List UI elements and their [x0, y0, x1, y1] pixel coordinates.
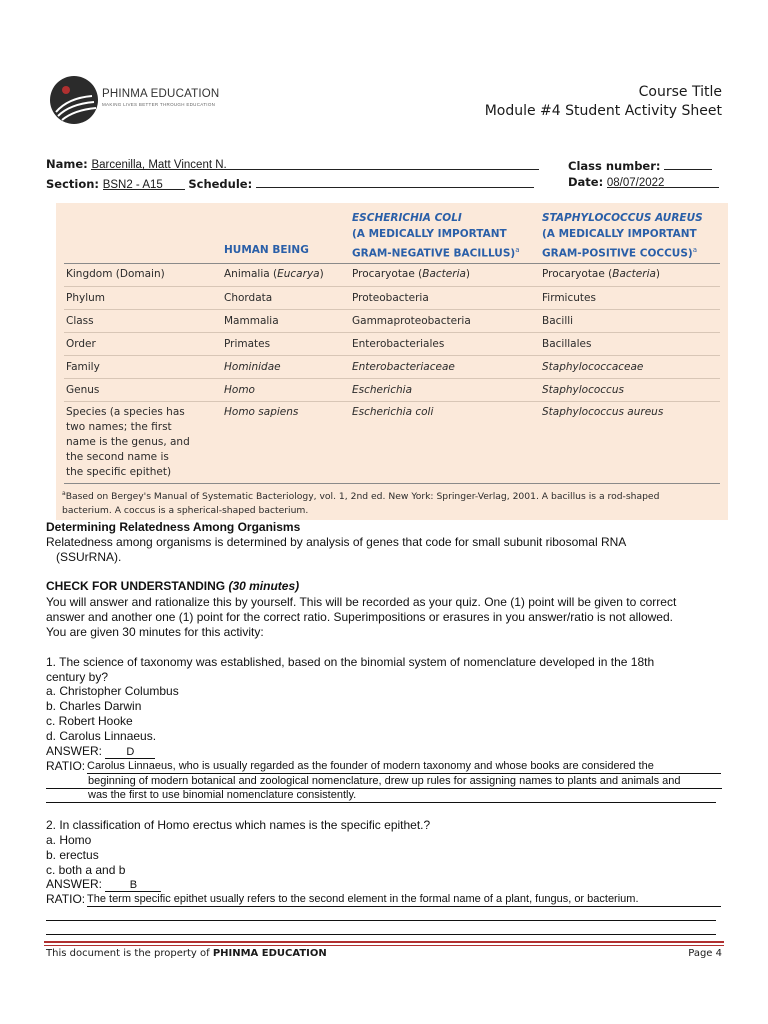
- check-instructions: You will answer and rationalize this by yourself. This will be recorded as your quiz. One (1) point will be given to correct answer and another one (1) point for the correct ratio. Superimpositions or erasures in you answer/ratio is not allowed. You are given 30 minutes for this activity:: [46, 595, 677, 639]
- q2-option-c: c. both a and b: [46, 863, 126, 877]
- class-label: Class number:: [568, 159, 661, 173]
- schedule-field[interactable]: [256, 175, 534, 188]
- q1-answer-row: [46, 744, 155, 759]
- row-divider: [64, 355, 720, 356]
- row-divider: [64, 286, 720, 287]
- table-footnote: $^a$Based on Bergey's Manual of Systematic Bacteriology, vol. 1, 2nd ed. New York: Springer-Verlag, 2001. A bacillus is a rod-shaped bacterium. A coccus is a spherical-shaped bacterium.: [62, 490, 660, 517]
- q1-options: [46, 684, 179, 744]
- relatedness-text-1: Relatedness among organisms is determined by analysis of genes that code for small subunit ribosomal RNA: [46, 535, 627, 549]
- human-kingdom: Animalia (Eucarya): [224, 268, 324, 280]
- human-family: Hominidae: [224, 361, 281, 373]
- q2-ratio-line-1[interactable]: The term specific epithet usually refers to the second element in the formal name of a plant, fungus, or bacterium.: [87, 892, 721, 907]
- q2-answer-label: ANSWER:: [46, 877, 103, 891]
- q2-stem: 2. In classification of Homo erectus which names is the specific epithet.?: [46, 818, 431, 832]
- schedule-label: Schedule:: [188, 177, 253, 191]
- human-phylum: Chordata: [224, 292, 273, 304]
- human-genus: Homo: [224, 384, 255, 396]
- class-field[interactable]: [664, 157, 712, 170]
- footnote-divider: [64, 483, 720, 484]
- staph-kingdom: Procaryotae (Bacteria): [542, 268, 661, 280]
- q1-ratio-line-1[interactable]: Carolus Linnaeus, who is usually regarded as the founder of modern taxonomy and whose books are considered the: [87, 759, 721, 774]
- header-ecoli-1: ESCHERICHIA COLI: [352, 212, 462, 224]
- q2-ratio-blank-line[interactable]: [46, 934, 716, 935]
- q1-option-b: b. Charles Darwin: [46, 699, 142, 713]
- q1-option-c: c. Robert Hooke: [46, 714, 133, 728]
- header-divider: [64, 263, 720, 264]
- header-staph-3: GRAM-POSITIVE COCCUS)$^a$: [542, 246, 697, 260]
- rank-family: Family: [66, 361, 100, 373]
- section-value: BSN2 - A15: [102, 179, 163, 191]
- q1-answer-label: ANSWER:: [46, 744, 103, 758]
- q1-ratio-lead-blank: [46, 788, 88, 789]
- q1-ratio-label: RATIO:: [46, 759, 86, 773]
- footer-rule: [44, 945, 724, 946]
- rank-class: Class: [66, 315, 94, 327]
- q2-option-b: b. erectus: [46, 848, 99, 862]
- org-tagline: MAKING LIVES BETTER THROUGH EDUCATION: [102, 102, 216, 107]
- q2-option-a: a. Homo: [46, 833, 92, 847]
- section-label: Section:: [46, 177, 100, 191]
- row-divider: [64, 332, 720, 333]
- human-class: Mammalia: [224, 315, 279, 327]
- staph-order: Bacillales: [542, 338, 592, 350]
- human-species: Homo sapiens: [224, 406, 299, 418]
- row-divider: [64, 401, 720, 402]
- rank-phylum: Phylum: [66, 292, 106, 304]
- check-heading: CHECK FOR UNDERSTANDING (30 minutes): [46, 579, 300, 593]
- q1-option-a: a. Christopher Columbus: [46, 684, 179, 698]
- rank-order: Order: [66, 338, 96, 350]
- q1-stem: 1. The science of taxonomy was established, based on the binomial system of nomenclature developed in the 18th century by?: [46, 655, 655, 684]
- page-number: Page 4: [688, 948, 722, 959]
- header-staph-1: STAPHYLOCOCCUS AUREUS: [542, 212, 703, 224]
- q2-answer-field[interactable]: B: [105, 879, 161, 892]
- header-human: HUMAN BEING: [224, 244, 309, 256]
- rank-species: Species (a species has two names; the first name is the genus, and the second name is the specific epithet): [66, 406, 190, 478]
- q1-ratio-line-2[interactable]: beginning of modern botanical and zoological nomenclature, drew up rules for assigning names to plants and animals and: [88, 774, 722, 789]
- name-field[interactable]: [91, 157, 539, 170]
- date-row: [568, 175, 719, 189]
- q2-ratio-label: RATIO:: [46, 892, 86, 906]
- staph-species: Staphylococcus aureus: [542, 406, 664, 418]
- ecoli-class: Gammaproteobacteria: [352, 315, 471, 327]
- phinma-logo-icon: [48, 70, 102, 130]
- name-label: Name:: [46, 157, 88, 171]
- section-field[interactable]: [103, 177, 185, 190]
- date-label: Date:: [568, 175, 604, 189]
- ecoli-family: Enterobacteriaceae: [352, 361, 455, 373]
- staph-class: Bacilli: [542, 315, 574, 327]
- q2-answer-row: [46, 877, 161, 892]
- footer-ownership: This document is the property of PHINMA EDUCATION: [46, 948, 327, 959]
- row-divider: [64, 309, 720, 310]
- name-row: [46, 157, 539, 171]
- ecoli-species: Escherichia coli: [352, 406, 434, 418]
- q2-options: [46, 833, 125, 878]
- date-field[interactable]: [607, 175, 719, 188]
- ecoli-kingdom: Procaryotae (Bacteria): [352, 268, 471, 280]
- q2-ratio-blank-line[interactable]: [46, 920, 716, 921]
- classification-table: [56, 203, 728, 520]
- org-name: PHINMA EDUCATION: [102, 88, 220, 100]
- relatedness-heading: Determining Relatedness Among Organisms: [46, 520, 301, 534]
- ecoli-order: Enterobacteriales: [352, 338, 445, 350]
- human-order: Primates: [224, 338, 271, 350]
- class-row: [568, 157, 712, 173]
- q1-answer-field[interactable]: D: [105, 746, 155, 759]
- staph-phylum: Firmicutes: [542, 292, 596, 304]
- section-row: [46, 175, 534, 191]
- ecoli-genus: Escherichia: [352, 384, 413, 396]
- q1-option-d: d. Carolus Linnaeus.: [46, 729, 157, 743]
- staph-family: Staphylococcaceae: [542, 361, 644, 373]
- row-divider: [64, 378, 720, 379]
- header-ecoli-2: (A MEDICALLY IMPORTANT: [352, 228, 507, 240]
- ecoli-phylum: Proteobacteria: [352, 292, 429, 304]
- q1-ratio-line-3[interactable]: was the first to use binomial nomenclature consistently.: [88, 788, 716, 803]
- course-title: Course Title: [638, 84, 722, 100]
- footer-rule: [44, 941, 724, 943]
- phinma-logo: [48, 70, 218, 130]
- rank-kingdom: Kingdom (Domain): [66, 268, 165, 280]
- relatedness-text-2: (SSUrRNA).: [56, 550, 122, 564]
- rank-genus: Genus: [66, 384, 100, 396]
- header-ecoli-3: GRAM-NEGATIVE BACILLUS)$^a$: [352, 246, 520, 260]
- staph-genus: Staphylococcus: [542, 384, 624, 396]
- q1-ratio-lead-blank: [46, 802, 88, 803]
- header-staph-2: (A MEDICALLY IMPORTANT: [542, 228, 697, 240]
- name-value: Barcenilla, Matt Vincent N.: [91, 159, 227, 171]
- date-value: 08/07/2022: [606, 177, 665, 189]
- module-title: Module #4 Student Activity Sheet: [484, 103, 722, 119]
